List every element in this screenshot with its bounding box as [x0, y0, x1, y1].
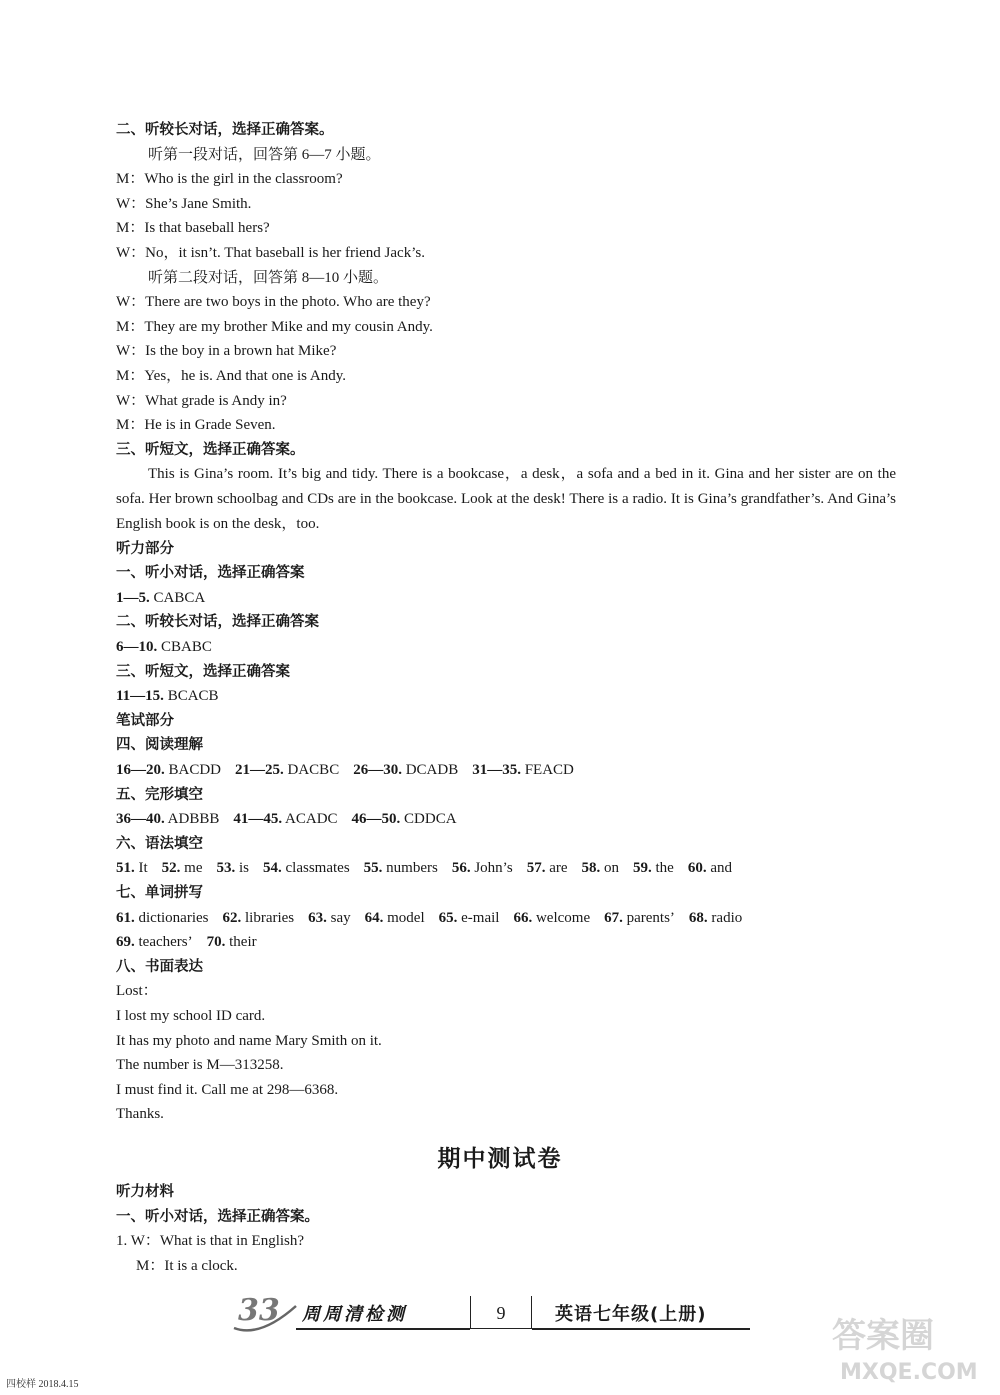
- essay-line: Thanks.: [116, 1106, 164, 1123]
- answer-num: 69.: [116, 934, 135, 951]
- answer-text: teachers’: [134, 934, 193, 951]
- answer-item: [116, 807, 219, 832]
- answer-item: [364, 856, 438, 881]
- answer-num: 53.: [216, 860, 236, 877]
- svg-text:33: 33: [238, 1293, 280, 1328]
- answer-text: and: [706, 860, 732, 877]
- answers-written-label: 笔试部分: [116, 712, 174, 729]
- answer-text: ADBBB: [164, 811, 220, 828]
- answer-heading: 八、书面表达: [116, 958, 203, 975]
- answer-text: BCACB: [167, 688, 219, 705]
- answer-heading: 六、语法填空: [116, 835, 203, 852]
- answer-heading: 五、完形填空: [116, 786, 203, 803]
- answer-num: 41—45.: [233, 811, 283, 828]
- answer-text: on: [600, 860, 619, 877]
- essay-line: I lost my school ID card.: [116, 1007, 266, 1024]
- answer-text: ACADC: [282, 811, 338, 828]
- midterm-label: 听力材料: [116, 1184, 174, 1200]
- answer-num: 16—20.: [116, 762, 165, 779]
- answer-heading: 四、阅读理解: [116, 737, 203, 754]
- answer-num: 67.: [604, 909, 623, 926]
- dialogue-intro: 听第二段对话，回答第 8—10 小题。: [148, 269, 389, 286]
- essay-line: The number is M—313258.: [116, 1057, 284, 1074]
- answer-item: [207, 930, 257, 955]
- footer-series-name: 周周清检测: [302, 1304, 407, 1325]
- answer-item: [235, 758, 339, 783]
- answer-item: [353, 758, 458, 783]
- dialogue-line: W：She’s Jane Smith.: [116, 195, 252, 212]
- answer-item: [689, 906, 742, 931]
- answer-text: BACDD: [164, 762, 222, 779]
- answer-text: It: [134, 860, 148, 877]
- answer-item: [116, 758, 221, 783]
- answer-num: 21—25.: [235, 762, 284, 779]
- page-number: 9: [470, 1296, 532, 1329]
- answer-row: [116, 807, 896, 832]
- answer-item: [162, 856, 203, 881]
- answer-row: [116, 930, 896, 955]
- answer-heading: 七、单词拼写: [116, 885, 203, 902]
- answer-text: DCADB: [401, 762, 459, 779]
- answer-num: 68.: [688, 909, 708, 926]
- answer-num: 1—5.: [116, 589, 150, 606]
- footer-rule: [296, 1328, 470, 1330]
- answer-row: [116, 906, 896, 931]
- midterm-section: [116, 1180, 896, 1278]
- answer-text: classmates: [281, 860, 350, 877]
- answer-text: parents’: [622, 909, 675, 926]
- svg-text:答案圈: 答案圈: [832, 1316, 934, 1356]
- section-heading: 三、听短文，选择正确答案。: [116, 441, 305, 458]
- exam-title: 期中测试卷: [437, 1146, 563, 1172]
- answer-num: 46—50.: [351, 811, 401, 828]
- answer-num: 52.: [161, 860, 181, 877]
- footer-book-name: 英语七年级(上册): [555, 1304, 707, 1325]
- answer-item: [472, 758, 574, 783]
- answer-text: DACBC: [283, 762, 340, 779]
- answer-text: are: [545, 860, 568, 877]
- answer-heading: 三、听短文，选择正确答案: [116, 663, 290, 680]
- answer-item: [217, 856, 250, 881]
- answer-text: say: [326, 909, 351, 926]
- answer-text: me: [180, 860, 203, 877]
- passage-text: This is Gina’s room. It’s big and tidy. There is a bookcase，a desk，a sofa and a bed in it. Gina and her sister are on the sofa. Her brown schoolbag and CDs are in the bookcase. Look at the desk! There is a radio. It is Gina’s grandfather’s. And Gina’s English book is on the desk，too.: [116, 466, 896, 532]
- answer-item: [604, 906, 675, 931]
- answer-heading: 二、听较长对话，选择正确答案: [116, 614, 319, 631]
- answer-item: [263, 856, 350, 881]
- answer-text: CBABC: [161, 639, 212, 656]
- question-line: M：It is a clock.: [136, 1257, 238, 1274]
- answer-row: [116, 635, 896, 660]
- dialogue-line: W：Is the boy in a brown hat Mike?: [116, 343, 337, 360]
- answer-item: [116, 930, 193, 955]
- answer-item: [527, 856, 568, 881]
- brand-logo-icon: [230, 1288, 300, 1334]
- answer-num: 57.: [526, 860, 546, 877]
- answer-text: John’s: [470, 860, 513, 877]
- answer-num: 60.: [687, 860, 707, 877]
- answer-item: [222, 906, 294, 931]
- section-heading: 一、听小对话，选择正确答案。: [116, 1208, 319, 1225]
- dialogue-intro: 听第一段对话，回答第 6—7 小题。: [148, 146, 381, 163]
- dialogue-line: M：Yes，he is. And that one is Andy.: [116, 367, 347, 384]
- answer-row: [116, 758, 896, 783]
- svg-text:MXQE.COM: MXQE.COM: [840, 1360, 978, 1385]
- answer-num: 31—35.: [472, 762, 521, 779]
- answer-text: the: [651, 860, 674, 877]
- dialogue-line: W：There are two boys in the photo. Who are they?: [116, 294, 431, 311]
- answer-num: 66.: [513, 909, 533, 926]
- answer-num: 55.: [363, 860, 383, 877]
- question-line: 1. W：What is that in English?: [116, 1233, 305, 1250]
- answer-text: radio: [707, 909, 743, 926]
- answer-text: CABCA: [153, 589, 206, 606]
- answer-num: 63.: [308, 909, 327, 926]
- answer-text: their: [225, 934, 257, 951]
- section-heading: 二、听较长对话，选择正确答案。: [116, 122, 334, 138]
- answer-text: numbers: [382, 860, 438, 877]
- answer-item: [688, 856, 732, 881]
- answer-text: libraries: [241, 909, 295, 926]
- dialogue-line: M：Is that baseball hers?: [116, 220, 270, 237]
- answer-item: [116, 906, 208, 931]
- print-stamp: 四校样 2018.4.15: [6, 1379, 79, 1390]
- answer-item: [352, 807, 457, 832]
- answer-item: [308, 906, 351, 931]
- answer-num: 56.: [451, 860, 471, 877]
- essay-line: I must find it. Call me at 298—6368.: [116, 1081, 339, 1098]
- answer-num: 51.: [116, 860, 135, 877]
- answer-item: [233, 807, 337, 832]
- answer-num: 64.: [364, 909, 384, 926]
- answer-item: [452, 856, 513, 881]
- dialogue-line: W：No，it isn’t. That baseball is her friend Jack’s.: [116, 244, 425, 261]
- page-footer: [230, 1288, 750, 1336]
- answer-text: model: [383, 909, 425, 926]
- footer-rule: [532, 1328, 750, 1330]
- answer-item: [116, 856, 148, 881]
- answer-text: is: [235, 860, 250, 877]
- answers-listening-label: 听力部分: [116, 540, 174, 557]
- answer-num: 54.: [263, 860, 282, 877]
- answer-row: [116, 856, 896, 881]
- answer-text: FEACD: [520, 762, 574, 779]
- answer-row: [116, 684, 896, 709]
- answer-num: 36—40.: [116, 811, 165, 828]
- answer-num: 26—30.: [353, 762, 402, 779]
- answer-num: 70.: [206, 934, 226, 951]
- dialogue-line: M：Who is the girl in the classroom?: [116, 171, 343, 188]
- answer-item: [365, 906, 425, 931]
- answer-num: 59.: [633, 860, 652, 877]
- dialogue-line: W：What grade is Andy in?: [116, 392, 287, 409]
- answer-item: [582, 856, 620, 881]
- page-content: [116, 118, 896, 1127]
- answer-text: CDDCA: [400, 811, 457, 828]
- answer-text: e-mail: [457, 909, 500, 926]
- answer-row: [116, 586, 896, 611]
- answer-item: [439, 906, 500, 931]
- answer-num: 62.: [222, 909, 242, 926]
- essay-line: Lost：: [116, 983, 158, 1000]
- answer-num: 58.: [581, 860, 601, 877]
- dialogue-line: M：He is in Grade Seven.: [116, 417, 276, 434]
- answer-num: 65.: [438, 909, 458, 926]
- answer-text: dictionaries: [134, 909, 209, 926]
- answer-item: [513, 906, 590, 931]
- answer-item: [633, 856, 674, 881]
- answer-heading: 一、听小对话，选择正确答案: [116, 565, 305, 582]
- answer-num: 6—10.: [116, 639, 158, 656]
- essay-line: It has my photo and name Mary Smith on it.: [116, 1032, 382, 1049]
- answer-num: 11—15.: [116, 688, 164, 705]
- answer-num: 61.: [116, 909, 135, 926]
- watermark-logo-icon: [828, 1305, 988, 1385]
- answer-text: welcome: [532, 909, 591, 926]
- dialogue-line: M：They are my brother Mike and my cousin Andy.: [116, 318, 433, 335]
